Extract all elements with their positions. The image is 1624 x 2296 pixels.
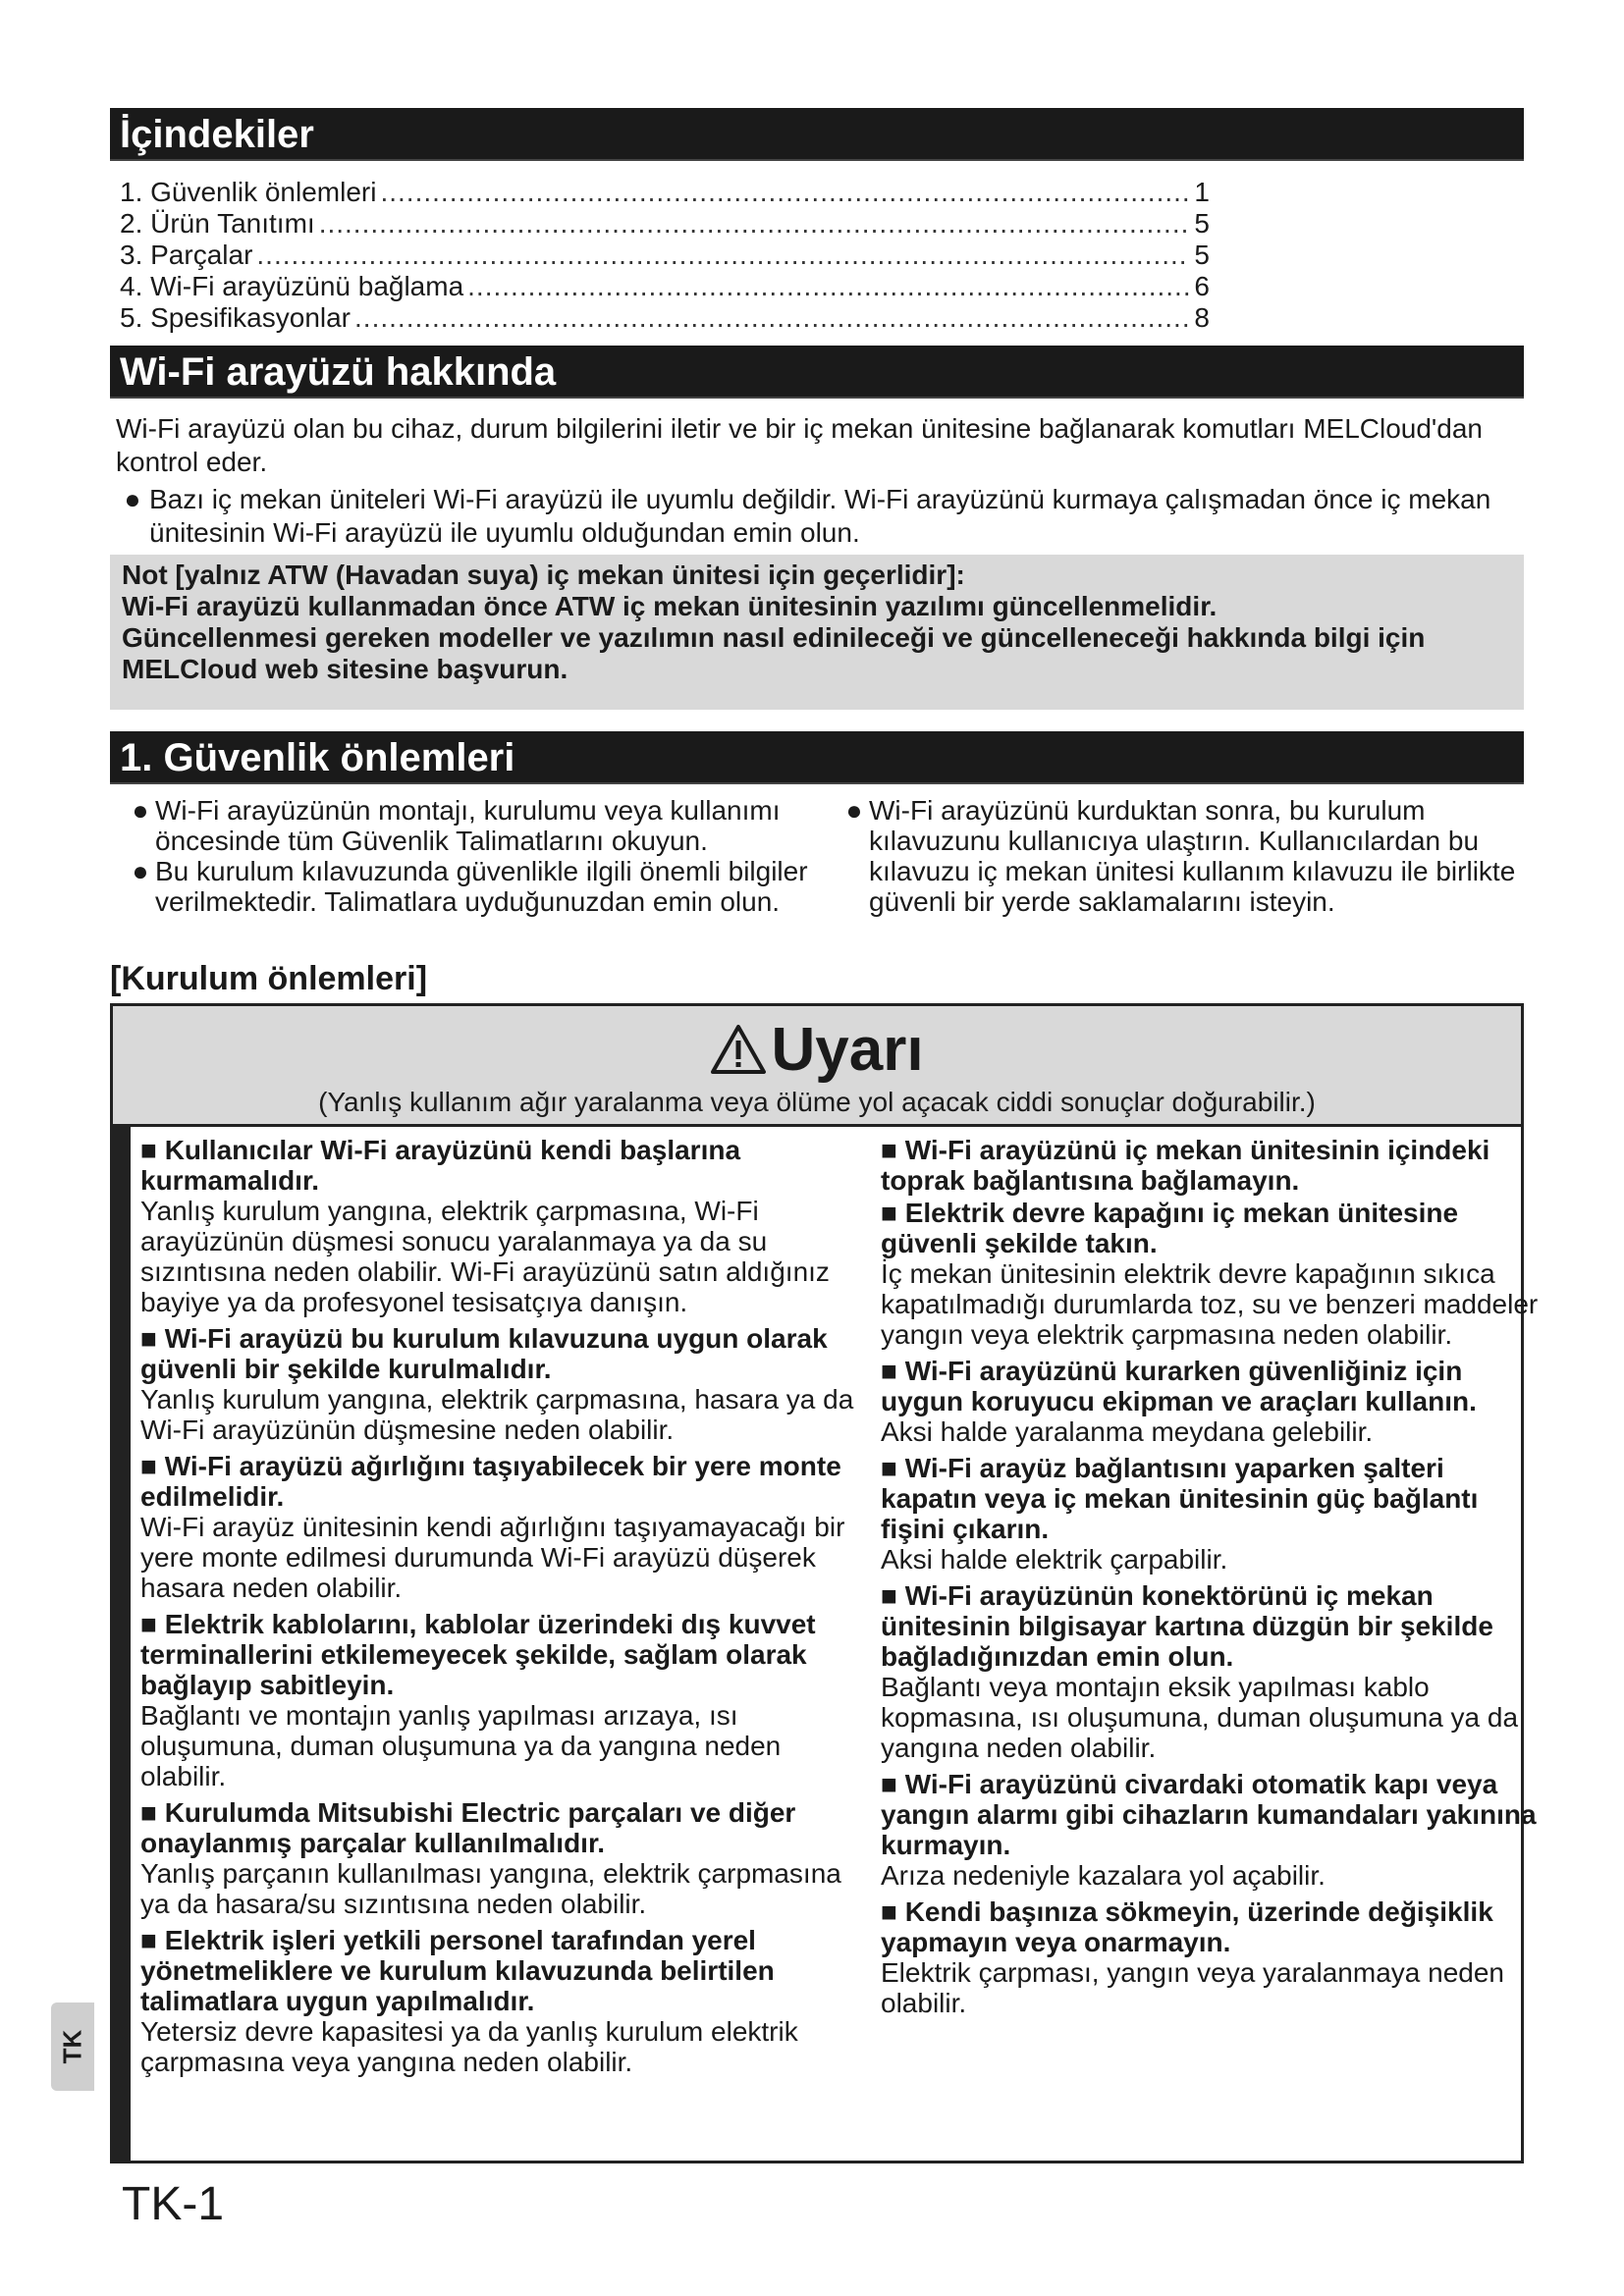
table-of-contents xyxy=(120,177,1210,334)
warning-item-title: ■ Wi-Fi arayüzünü iç mekan ünitesinin içindeki toprak bağlantısına bağlamayın. xyxy=(881,1135,1490,1196)
language-tab-label: TK xyxy=(57,2029,87,2064)
warning-item-body: Yanlış kurulum yangına, elektrik çarpmasına, hasara ya da Wi-Fi arayüzünün düşmesine neden olabilir. xyxy=(140,1384,854,1445)
warning-item-title: ■ Wi-Fi arayüzünü civardaki otomatik kapı veya yangın alarmı gibi cihazların kumandaları yakınına kurmayın. xyxy=(881,1769,1537,1860)
bullet-icon: ● xyxy=(845,795,863,826)
warning-item-title: ■ Kurulumda Mitsubishi Electric parçaları ve diğer onaylanmış parçalar kullanılmalıdır. xyxy=(140,1797,796,1858)
bullet-icon: ● xyxy=(124,484,141,514)
safety-heading: 1. Güvenlik önlemleri xyxy=(110,731,1524,784)
warning-item-title: ■ Wi-Fi arayüzünü kurarken güvenliğiniz için uygun koruyucu ekipman ve araçları kullanın. xyxy=(881,1356,1477,1416)
warning-item-body: Aksi halde yaralanma meydana gelebilir. xyxy=(881,1416,1374,1447)
toc-row[interactable] xyxy=(120,208,1210,240)
toc-entry-page: 5 xyxy=(1194,208,1210,239)
about-heading: Wi-Fi arayüzü hakkında xyxy=(110,346,1524,399)
warning-item-title: ■ Elektrik devre kapağını iç mekan ünitesine güvenli şekilde takın. xyxy=(881,1198,1459,1258)
warning-item xyxy=(140,1323,872,1445)
language-side-tab xyxy=(51,2002,94,2091)
toc-entry-title: 3. Parçalar xyxy=(120,240,253,270)
list-item xyxy=(126,795,833,856)
toc-entry-page: 1 xyxy=(1194,177,1210,207)
toc-leader xyxy=(354,302,1190,334)
warning-item xyxy=(140,1609,872,1791)
note-box xyxy=(110,555,1524,710)
about-paragraph: Wi-Fi arayüzü olan bu cihaz, durum bilgilerini iletir ve bir iç mekan ünitesine bağlanarak komutları MELCloud'dan kontrol eder. xyxy=(116,413,1483,477)
note-line: Güncellenmesi gereken modeller ve yazılımın nasıl edinileceği ve güncelleneceği hakkında bilgi için MELCloud web sitesine başvurun. xyxy=(122,622,1426,684)
toc-entry-page: 8 xyxy=(1194,302,1210,333)
about-bullet xyxy=(116,483,1520,550)
warning-item-title: ■ Wi-Fi arayüz bağlantısını yaparken şalteri kapatın veya iç mekan ünitesinin güç bağlantı fişini çıkarın. xyxy=(881,1453,1479,1544)
warning-item-title: ■ Elektrik işleri yetkili personel tarafından yerel yönetmeliklere ve kurulum kılavuzunda belirtilen talimatlara uygun yapılmalıdır. xyxy=(140,1925,775,2016)
warning-item-title: ■ Wi-Fi arayüzü bu kurulum kılavuzuna uygun olarak güvenli bir şekilde kurulmalıdır. xyxy=(140,1323,828,1384)
toc-entry-title: 5. Spesifikasyonlar xyxy=(120,302,352,333)
toc-row[interactable] xyxy=(120,302,1210,334)
list-item xyxy=(126,856,833,917)
warning-item-title: ■ Kullanıcılar Wi-Fi arayüzünü kendi başlarına kurmamalıdır. xyxy=(140,1135,741,1196)
warning-item xyxy=(140,1797,872,1919)
list-item xyxy=(839,795,1517,917)
toc-leader xyxy=(256,240,1190,271)
warning-item-body: Yanlış parçanın kullanılması yangına, elektrik çarpmasına ya da hasara/su sızıntısına neden olabilir. xyxy=(140,1858,841,1919)
warning-item-title: ■ Kendi başınıza sökmeyin, üzerinde değişiklik yapmayın veya onarmayın. xyxy=(881,1896,1493,1957)
toc-entry-title: 2. Ürün Tanıtımı xyxy=(120,208,315,239)
installation-precautions-heading: [Kurulum önlemleri] xyxy=(110,960,428,997)
warning-title-text: Uyarı xyxy=(771,1016,924,1084)
warning-item-body: Elektrik çarpması, yangın veya yaralanmaya neden olabilir. xyxy=(881,1957,1504,2018)
warning-content xyxy=(113,1127,1539,2161)
warning-item-body: Yanlış kurulum yangına, elektrik çarpmasına, Wi-Fi arayüzünün düşmesi sonucu yaralanmaya ya da su sızıntısına neden olabilir. Wi-Fi arayüzünü satın aldığınız bayiye ya da profesyonel tesisatçıya danışın. xyxy=(140,1196,830,1317)
warning-item-title: ■ Wi-Fi arayüzü ağırlığını taşıyabilecek bir yere monte edilmelidir. xyxy=(140,1451,841,1512)
toc-entry-title: 1. Güvenlik önlemleri xyxy=(120,177,377,207)
warning-item xyxy=(881,1198,1543,1350)
toc-entry-page: 5 xyxy=(1194,240,1210,270)
warning-item xyxy=(881,1769,1543,1891)
warning-item xyxy=(881,1580,1543,1763)
toc-leader xyxy=(380,177,1190,208)
warning-item xyxy=(881,1135,1543,1196)
bullet-text: Wi-Fi arayüzünü kurduktan sonra, bu kurulum kılavuzunu kullanıcıya ulaştırın. Kullanıcılardan bu kılavuzu iç mekan ünitesi kullanım kılavuzu ile birlikte güvenli bir yerde saklamalarını isteyin. xyxy=(869,795,1516,917)
toc-entry-title: 4. Wi-Fi arayüzünü bağlama xyxy=(120,271,464,301)
warning-item xyxy=(881,1896,1543,2018)
warning-item xyxy=(140,1925,872,2077)
toc-row[interactable] xyxy=(120,271,1210,302)
about-bullet-text: Bazı iç mekan üniteleri Wi-Fi arayüzü ile uyumlu değildir. Wi-Fi arayüzünü kurmaya çalışmadan önce iç mekan ünitesinin Wi-Fi arayüzü ile uyumlu olduğundan emin olun. xyxy=(149,484,1491,548)
safety-bullets-right xyxy=(839,795,1517,917)
warning-triangle-icon xyxy=(710,1024,767,1075)
toc-heading: İçindekiler xyxy=(110,108,1524,161)
warning-item-body: İç mekan ünitesinin elektrik devre kapağının sıkıca kapatılmadığı durumlarda toz, su ve benzeri maddeler yangın veya elektrik çarpmasına neden olabilir. xyxy=(881,1258,1539,1350)
warning-item-body: Wi-Fi arayüz ünitesinin kendi ağırlığını taşıyamayacağı bir yere monte edilmesi durumunda Wi-Fi arayüzü düşerek hasara neden olabilir. xyxy=(140,1512,845,1603)
warning-header xyxy=(113,1006,1521,1127)
warning-item-title: ■ Elektrik kablolarını, kablolar üzerindeki dış kuvvet terminallerini etkilemeyecek şekilde, sağlam olarak bağlayıp sabitleyin. xyxy=(140,1609,816,1700)
warning-item-body: Aksi halde elektrik çarpabilir. xyxy=(881,1544,1228,1575)
toc-leader xyxy=(319,208,1191,240)
bullet-text: Wi-Fi arayüzünün montajı, kurulumu veya kullanımı öncesinde tüm Güvenlik Talimatlarını okuyun. xyxy=(155,795,781,856)
warning-item xyxy=(881,1453,1543,1575)
bullet-icon: ● xyxy=(132,856,149,886)
toc-leader xyxy=(467,271,1190,302)
warning-item-body: Arıza nedeniyle kazalara yol açabilir. xyxy=(881,1860,1326,1891)
warning-column-right xyxy=(881,1135,1543,2024)
toc-entry-page: 6 xyxy=(1194,271,1210,301)
warning-item xyxy=(140,1451,872,1603)
warning-item xyxy=(140,1135,872,1317)
toc-row[interactable] xyxy=(120,177,1210,208)
toc-row[interactable] xyxy=(120,240,1210,271)
about-section xyxy=(116,412,1520,550)
warning-item-body: Bağlantı veya montajın eksik yapılması kablo kopmasına, ısı oluşumuna, duman oluşumuna ya da yangına neden olabilir. xyxy=(881,1672,1519,1763)
warning-title xyxy=(113,1016,1521,1085)
warning-item-body: Bağlantı ve montajın yanlış yapılması arızaya, ısı oluşumuna, duman oluşumuna ya da yangına neden olabilir. xyxy=(140,1700,782,1791)
warning-item-body: Yetersiz devre kapasitesi ya da yanlış kurulum elektrik çarpmasına veya yangına neden olabilir. xyxy=(140,2016,798,2077)
note-line: Wi-Fi arayüzü kullanmadan önce ATW iç mekan ünitesinin yazılımı güncellenmelidir. xyxy=(122,591,1218,621)
warning-box xyxy=(110,1003,1539,2163)
warning-item-title: ■ Wi-Fi arayüzünün konektörünü iç mekan ünitesinin bilgisayar kartına düzgün bir şekilde bağladığınızdan emin olun. xyxy=(881,1580,1493,1672)
bullet-text: Bu kurulum kılavuzunda güvenlikle ilgili önemli bilgiler verilmektedir. Talimatlara uyduğunuzdan emin olun. xyxy=(155,856,808,917)
bullet-icon: ● xyxy=(132,795,149,826)
note-line: Not [yalnız ATW (Havadan suya) iç mekan ünitesi için geçerlidir]: xyxy=(122,560,965,590)
warning-column-left xyxy=(140,1135,872,2083)
warning-subtitle: (Yanlış kullanım ağır yaralanma veya ölüme yol açacak ciddi sonuçlar doğurabilir.) xyxy=(318,1087,1316,1117)
page-number: TK-1 xyxy=(122,2178,225,2230)
safety-bullets-left xyxy=(126,795,833,917)
warning-item xyxy=(881,1356,1543,1447)
